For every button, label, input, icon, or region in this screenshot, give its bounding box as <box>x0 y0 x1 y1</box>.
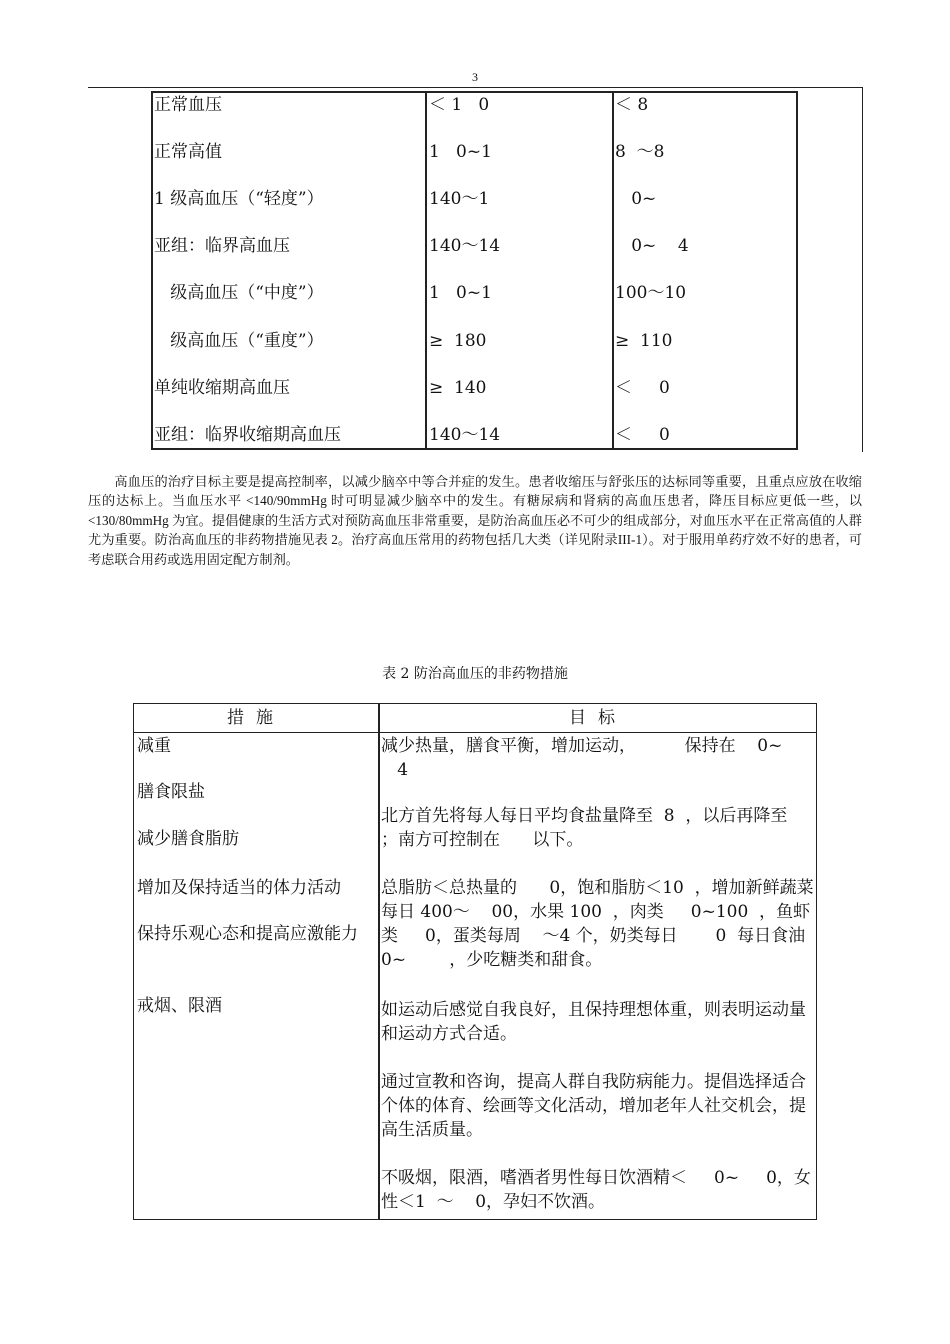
table-row <box>153 140 796 164</box>
bp-classification-table <box>151 91 798 450</box>
diastolic-cell: 0~ <box>615 189 657 209</box>
diastolic-cell: 8 ～8 <box>615 142 665 162</box>
table-row <box>153 329 796 353</box>
header-rule <box>88 87 863 88</box>
diastolic-cell: ≥ 110 <box>615 331 673 351</box>
table-row <box>153 187 796 211</box>
margin-rule <box>862 87 863 452</box>
column-divider <box>378 704 380 1219</box>
non-drug-measures-table <box>133 703 833 1220</box>
measure-item: 减少膳食脂肪 <box>137 829 239 849</box>
category-cell: 亚组：临界收缩期高血压 <box>154 425 341 445</box>
measure-item: 戒烟、限酒 <box>137 996 222 1016</box>
table-row <box>153 234 796 258</box>
systolic-cell: 140～1 <box>429 189 490 209</box>
goal-item: 如运动后感觉自我良好，且保持理想体重，则表明运动量和运动方式合适。 <box>381 1000 806 1044</box>
diastolic-cell: 100～10 <box>615 283 687 303</box>
systolic-cell: 140～14 <box>429 236 501 256</box>
table2-caption: 表 2 防治高血压的非药物措施 <box>382 666 568 682</box>
category-cell: 级高血压（“中度”） <box>154 283 324 303</box>
paragraph-text: 高血压的治疗目标主要是提高控制率，以减少脑卒中等合并症的发生。患者收缩压与舒张压的达标同等重要，且重点应放在收缩压的达标上。当血压水平 <140/90mmHg 时可明显减少脑卒中的发生。有糖尿病和肾病的高血压患者，降压目标应更低一些，以<130/80mmHg 为宜。提倡健康的生活方式对预防高血压非常重要，是防治高血压必不可少的组成部分，对血压水平在正常高值的人群尤为重要。防治高血压的非药物措施见表 2。治疗高血压常用的药物包括几大类（详见附录III-1）。对于服用单药疗效不好的患者，可考虑联合用药或选用固定配方制剂。 <box>88 474 862 567</box>
body-paragraph <box>88 472 862 569</box>
category-cell: 单纯收缩期高血压 <box>154 378 290 398</box>
goal-item: 减少热量，膳食平衡，增加运动， 保持在 0~ 4 <box>381 736 783 780</box>
systolic-cell: 1 0~1 <box>429 283 492 303</box>
measure-item: 保持乐观心态和提高应激能力 <box>137 924 358 944</box>
diastolic-cell: 0~ 4 <box>615 236 689 256</box>
category-cell: 级高血压（“重度”） <box>154 331 324 351</box>
header-goal: 目标 <box>569 708 627 728</box>
systolic-cell: 140～14 <box>429 425 501 445</box>
goal-item: 通过宣教和咨询，提高人群自我防病能力。提倡选择适合个体的体育、绘画等文化活动，增加老年人社交机会，提高生活质量。 <box>381 1072 806 1140</box>
table-row <box>153 281 796 305</box>
header-measure: 措施 <box>227 708 285 728</box>
goal-item: 北方首先将每人每日平均食盐量降至 8 ，以后再降至 ；南方可控制在 以下。 <box>381 806 810 850</box>
systolic-cell: 1 0~1 <box>429 142 492 162</box>
category-cell: 正常血压 <box>154 95 222 115</box>
header-divider <box>134 732 816 733</box>
table-row <box>153 93 796 117</box>
measure-item: 膳食限盐 <box>137 782 205 802</box>
systolic-cell: ≥ 140 <box>429 378 487 398</box>
goal-item: 总脂肪＜总热量的 0，饱和脂肪＜10 ，增加新鲜蔬菜每日 400～ 00，水果 100 ，肉类 0~100 ，鱼虾类 0，蛋类每周 ～4 个，奶类每日 0 每日食油 0~ ，少吃糖类和甜食。 <box>381 878 833 970</box>
table-row <box>153 423 796 447</box>
measure-item: 增加及保持适当的体力活动 <box>137 878 341 898</box>
systolic-cell: ＜ 1 0 <box>429 95 490 115</box>
table-row <box>153 376 796 400</box>
goal-item: 不吸烟，限酒，嗜酒者男性每日饮酒精＜ 0~ 0，女性＜1 ～ 0，孕妇不饮酒。 <box>381 1168 811 1212</box>
systolic-cell: ≥ 180 <box>429 331 487 351</box>
measure-item: 减重 <box>137 736 171 756</box>
category-cell: 1 级高血压（“轻度”） <box>154 189 324 209</box>
category-cell: 正常高值 <box>154 142 222 162</box>
page-number: 3 <box>472 70 478 84</box>
diastolic-cell: ＜ 8 <box>615 95 649 115</box>
diastolic-cell: ＜ 0 <box>615 378 670 398</box>
diastolic-cell: ＜ 0 <box>615 425 670 445</box>
category-cell: 亚组：临界高血压 <box>154 236 290 256</box>
